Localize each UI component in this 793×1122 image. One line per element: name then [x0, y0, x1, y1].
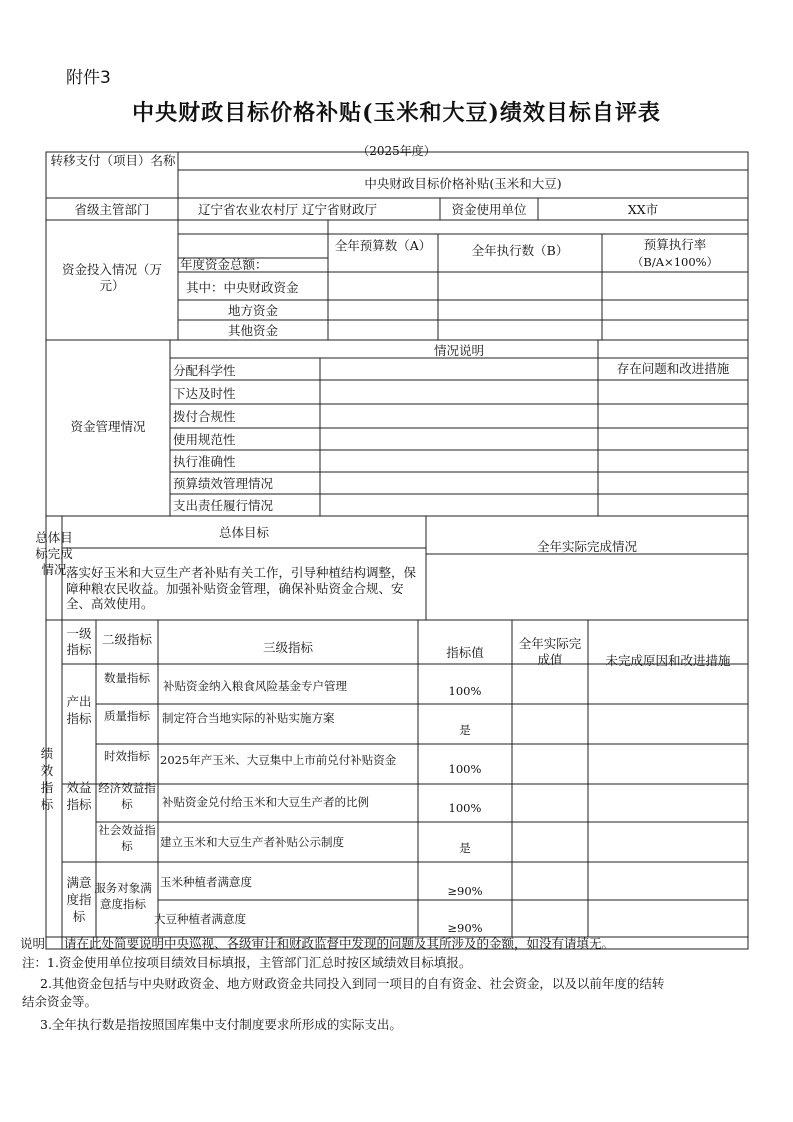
indicator-value: ≥90% — [447, 884, 483, 898]
level3-indicator: 补贴资金兑付给玉米和大豆生产者的比例 — [162, 795, 369, 809]
level2-indicator: 社会效益指标 — [98, 823, 156, 853]
level2-indicator: 经济效益指标 — [98, 781, 156, 811]
management-row: 支出责任履行情况 — [173, 498, 274, 513]
level3-indicator: 大豆种植者满意度 — [154, 912, 246, 926]
funds-row-central: 其中：中央财政资金 — [186, 280, 299, 295]
funds-row-other: 其他资金 — [228, 323, 279, 338]
goal-text: 落实好玉米和大豆生产者补贴有关工作，引导种植结构调整，保障种粮农民收益。加强补贴资金管理，确保补贴资金合规、安全、高效使用。 — [66, 565, 417, 611]
level3-indicator: 建立玉米和大豆生产者补贴公示制度 — [160, 835, 344, 849]
indicator-value: 100% — [448, 801, 482, 815]
note-line: 结余资金等。 — [22, 994, 98, 1009]
management-row: 预算绩效管理情况 — [173, 476, 274, 491]
management-header-desc: 情况说明 — [433, 343, 484, 358]
level2-indicator: 质量指标 — [104, 709, 150, 723]
level1-benefit: 效益指标 — [66, 780, 92, 812]
explanation-text: 请在此处简要说明中央巡视、各级审计和财政监督中发现的问题及其所涉及的金额，如没有请填无。 — [64, 936, 615, 951]
note-line: 3.全年执行数是指按照国库集中支付制度要求所形成的实际支出。 — [40, 1017, 402, 1032]
project-name-value: 中央财政目标价格补贴(玉米和大豆) — [364, 176, 562, 191]
project-name-label: 转移支付（项目）名称 — [50, 153, 176, 168]
department-label: 省级主管部门 — [74, 202, 150, 217]
level3-indicator: 2025年产玉米、大豆集中上市前兑付补贴资金 — [160, 753, 397, 767]
header-value: 指标值 — [446, 645, 484, 660]
level2-indicator: 数量指标 — [104, 671, 150, 685]
funds-header-rate-formula: （B/A×100%） — [631, 255, 719, 269]
level3-indicator: 补贴资金纳入粮食风险基金专户管理 — [163, 679, 347, 693]
level3-indicator: 玉米种植者满意度 — [160, 875, 252, 889]
indicator-value: ≥90% — [447, 921, 483, 935]
funds-header-executed: 全年执行数（B） — [471, 243, 569, 258]
level1-output: 产出指标 — [66, 694, 92, 726]
management-section-label: 资金管理情况 — [70, 419, 146, 434]
note-line: 2.其他资金包括与中央财政资金、地方财政资金共同投入到同一项目的自有资金、社会资金，以及以前年度的结转 — [40, 976, 665, 991]
page-title: 中央财政目标价格补贴(玉米和大豆)绩效目标自评表 — [132, 100, 661, 126]
explanation-label: 说明 — [20, 936, 46, 951]
fund-user-label: 资金使用单位 — [451, 202, 527, 217]
management-header-issues: 存在问题和改进措施 — [616, 361, 730, 376]
funds-row-local: 地方资金 — [228, 303, 279, 318]
fund-user-value: XX市 — [627, 202, 659, 217]
indicator-value: 100% — [448, 684, 482, 698]
level3-indicator: 制定符合当地实际的补贴实施方案 — [162, 711, 335, 725]
management-row: 执行准确性 — [173, 454, 236, 469]
funds-section-label: 资金投入情况（万元） — [61, 262, 162, 293]
management-row: 使用规范性 — [173, 432, 236, 447]
level2-indicator: 时效指标 — [104, 749, 150, 763]
department-value: 辽宁省农业农村厅 辽宁省财政厅 — [198, 202, 377, 217]
management-row: 下达及时性 — [173, 386, 236, 401]
management-row: 分配科学性 — [173, 363, 236, 378]
level1-satisfaction: 满意度指标 — [66, 875, 92, 924]
funds-header-budget: 全年预算数（A） — [334, 238, 432, 253]
header-level3: 三级指标 — [262, 640, 313, 655]
indicators-section-label: 绩效指标 — [40, 746, 54, 812]
note-line: 注：1.资金使用单位按项目绩效目标填报，主管部门汇总时按区域绩效目标填报。 — [22, 955, 472, 970]
header-actual: 全年实际完成值 — [518, 636, 582, 667]
indicator-value: 是 — [459, 723, 471, 737]
header-reason: 未完成原因和改进措施 — [605, 653, 731, 668]
header-level1: 一级指标 — [66, 626, 92, 657]
funds-row-total: 年度资金总额： — [180, 257, 268, 272]
indicator-value: 100% — [448, 762, 482, 776]
level2-indicator: 服务对象满意度指标 — [94, 881, 152, 911]
actual-completion-header: 全年实际完成情况 — [536, 539, 637, 554]
goals-section-label: 总体目标完成情况 — [35, 530, 73, 577]
management-row: 拨付合规性 — [173, 409, 236, 424]
goals-header: 总体目标 — [218, 525, 269, 540]
attachment-label: 附件3 — [66, 68, 111, 88]
header-level2: 二级指标 — [101, 632, 152, 647]
indicator-value: 是 — [459, 841, 471, 855]
funds-header-rate: 预算执行率 — [643, 237, 707, 252]
year-label: （2025年度） — [357, 144, 436, 158]
